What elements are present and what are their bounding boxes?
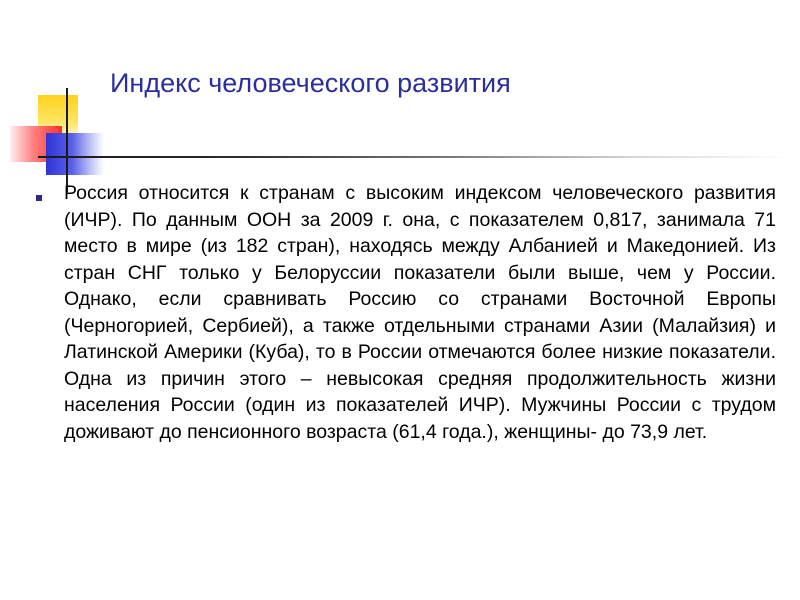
decorative-vertical-line	[66, 88, 68, 192]
bullet-icon	[36, 195, 42, 201]
decorative-blue-square	[46, 133, 104, 175]
slide-title: Индекс человеческого развития	[110, 68, 511, 98]
bullet-text: Россия относится к странам с высоким индексом человеческого развития (ИЧР). По данным ООН за 2009 г. она, с показателем 0,817, занимала 71 место в мире (из 182 стран), находясь между Албанией и Македонией. Из стран СНГ только у Белоруссии показатели были выше, чем у России. Однако, если сравнивать Россию со странами Восточной Европы (Черногорией, Сербией), а также отдельными странами Азии (Малайзия) и Латинской Америки (Куба), то в России отмечаются более низкие показатели. Одна из причин этого – невысокая средняя продолжительность жизни населения России (один из показателей ИЧР). Мужчины России с трудом доживают до пенсионного возраста (61,4 года.), женщины- до 73,9 лет.	[64, 182, 776, 443]
title-underline	[38, 156, 790, 158]
